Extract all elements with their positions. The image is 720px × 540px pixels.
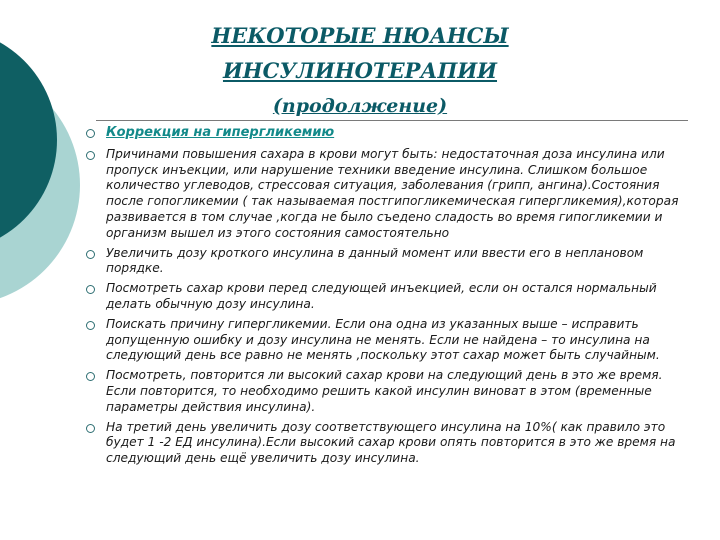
list-item-text: На третий день увеличить дозу соответствующего инсулина на 10%( как правило это будет 1 -2 ЕД инсулина).Если высокий сахар крови опять повторится в это же время на следующий день ещё увеличить дозу инсулина. [106,419,676,466]
list-item-text: Причинами повышения сахара в крови могут быть: недостаточная доза инсулина или пропуск инъекции, или нарушение техники введение инсулина. Слишком большое количество углеводов, стрессовая ситуация, заболевания (грипп, ангина).Состояния после гопогликемии ( так называемая постгипогликемическая гипергликемия),которая развивается в том случае ,когда не было съедено сладость во время гипогликемии и организм вышел из этого состояния самостоятельно [106,146,679,240]
list-item [86,246,690,278]
list-item-text: Увеличить дозу кроткого инсулина в данный момент или ввести его в неплановом порядке. [106,245,644,276]
bullet-circle-icon [86,129,95,138]
list-item [86,368,690,415]
list-item [86,317,690,364]
list-item [86,420,690,467]
bullet-circle-icon [86,321,95,330]
title-line-2: ИНСУЛИНОТЕРАПИИ [222,58,498,83]
list-item [86,281,690,313]
bullet-circle-icon [86,285,95,294]
list-item [86,147,690,242]
list-item-heading [86,125,690,141]
bullet-circle-icon [86,424,95,433]
list-item-text: Посмотреть, повторится ли высокий сахар крови на следующий день в это же время. Если повторится, то необходимо решить какой инсулин виноват в этом (временные параметры действия инсулина). [106,368,663,414]
bullet-list [86,125,690,471]
title-subtitle: (продолжение) [272,95,448,117]
slide-title [200,18,520,124]
list-item-text: Поискать причину гипергликемии. Если она одна из указанных выше – исправить допущенную ошибку и дозу инсулина не менять. Если не найдена – то инсулина на следующий день все равно не менять ,поскольку этот сахар может быть случайным. [106,316,660,363]
bullet-circle-icon [86,151,95,160]
list-item-text: Посмотреть сахар крови перед следующей инъекцией, если он остался нормальный делать обычную дозу инсулина. [106,281,657,311]
title-line-1: НЕКОТОРЫЕ НЮАНСЫ [211,23,509,48]
list-item-text: Коррекция на гипергликемию [106,125,335,140]
bullet-circle-icon [86,250,95,259]
bullet-circle-icon [86,372,95,381]
title-divider [96,120,688,121]
